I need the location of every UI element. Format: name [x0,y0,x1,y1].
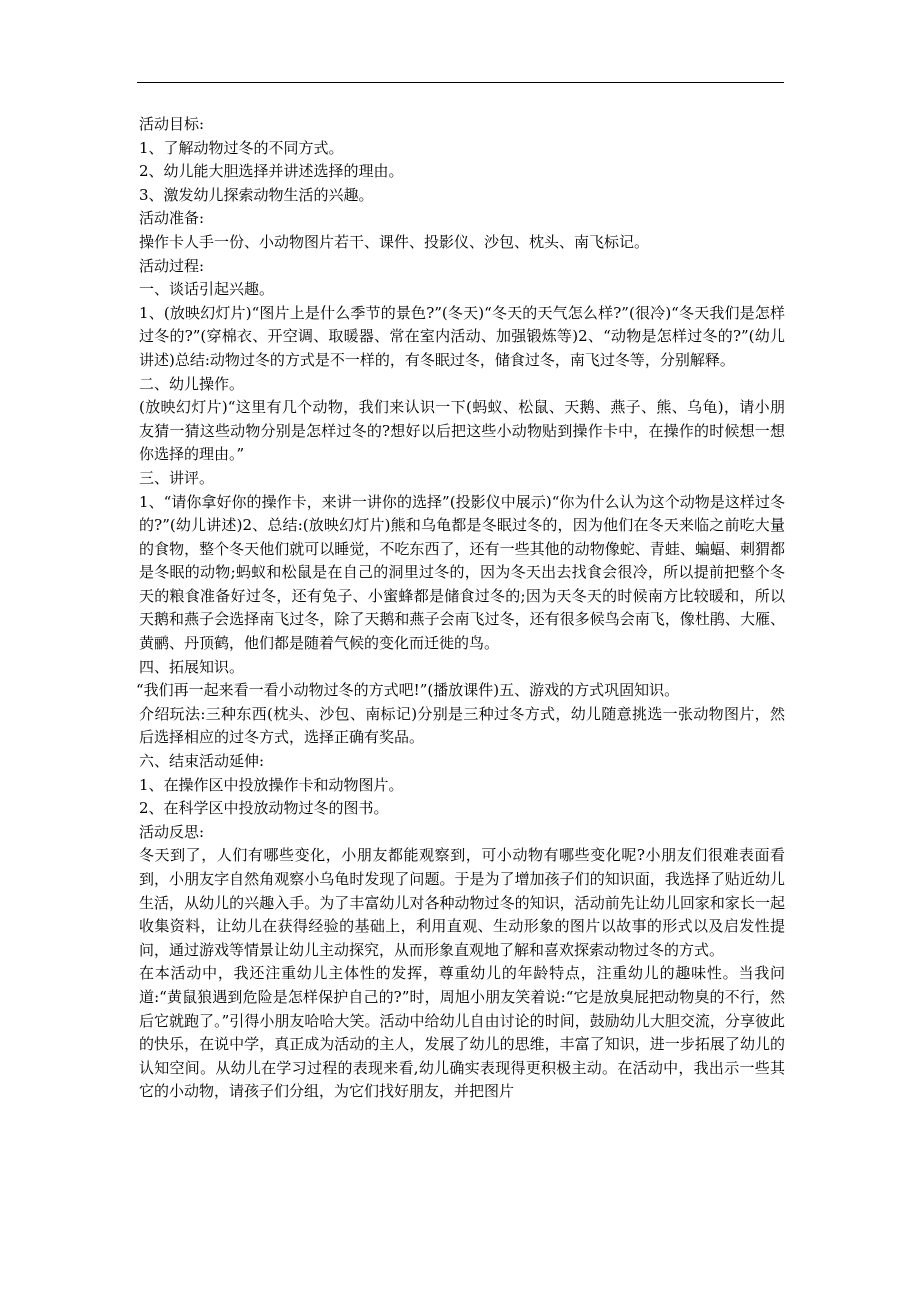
preparation-text: 操作卡人手一份、小动物图片若干、课件、投影仪、沙包、枕头、南飞标记。 [139,232,650,251]
section-heading-1: 一、谈话引起兴趣。 [139,280,275,299]
reflection-paragraph: 冬天到了，人们有哪些变化，小朋友都能观察到，可小动物有哪些变化呢?小朋友们很难表面看到，小朋友字自然角观察小乌龟时发现了问题。于是为了增加孩子们的知识面，我选择了贴近幼儿生活，从幼儿的兴趣入手。为了丰富幼儿对各种动物过冬的知识，活动前先让幼儿回家和家长一起收集资料，让幼儿在获得经验的基础上，利用直观、生动形象的图片以故事的形式以及启发性提问，通过游戏等情景让幼儿主动探究，从而形象直观地了解和喜欢探索动物过冬的方式。 [139,846,785,959]
goal-item: 3、激发幼儿探索动物生活的兴趣。 [139,185,374,204]
section-heading-4: 四、拓展知识。 [139,657,245,676]
section-4-text: “我们再一起来看一看小动物过冬的方式吧!”(播放课件)五、游戏的方式巩固知识。 [136,681,680,700]
game-rules-text: 介绍玩法:三种东西(枕头、沙包、南标记)分别是三种过冬方式，幼儿随意挑选一张动物图片，然后选择相应的过冬方式，选择正确有奖品。 [139,704,785,747]
goal-item: 2、幼儿能大胆选择并讲述选择的理由。 [139,162,404,181]
section-3-text: 1、“请你拿好你的操作卡，来讲一讲你的选择”(投影仪中展示)“你为什么认为这个动物是这样过冬的?”(幼儿讲述)2、总结:(放映幻灯片)熊和乌龟都是冬眠过冬的，因为他们在冬天来临之前吃大量的食物，整个冬天他们就可以睡觉，不吃东西了，还有一些其他的动物像蛇、青蛙、蝙蝠、刺猬都是冬眠的动物;蚂蚁和松鼠是在自己的洞里过冬的，因为冬天出去找食会很冷，所以提前把整个冬天的粮食准备好过冬，还有兔子、小蜜蜂都是储食过冬的;因为天冬天的时候南方比较暖和，所以天鹅和燕子会选择南飞过冬，除了天鹅和燕子会南飞过冬，还有很多候鸟会南飞，像杜鹃、大雁、黄鹂、丹顶鹤，他们都是随着气候的变化而迁徙的鸟。 [139,492,785,653]
goal-item: 1、了解动物过冬的不同方式。 [139,138,344,157]
section-2-text: (放映幻灯片)“这里有几个动物，我们来认识一下(蚂蚁、松鼠、天鹅、燕子、熊、乌龟)，请小朋友猜一猜这些动物分别是怎样过冬的?想好以后把这些小动物贴到操作卡中，在操作的时候想一想你选择的理由。” [139,398,785,464]
document-body [136,113,785,1104]
section-heading-2: 二、幼儿操作。 [139,374,245,393]
section-1-text: 1、(放映幻灯片)“图片上是什么季节的景色?”(冬天)“冬天的天气怎么样?”(很冷)“冬天我们是怎样过冬的?”(穿棉衣、开空调、取暖器、常在室内活动、加强锻炼等)2、“动物是怎样过冬的?”(幼儿讲述)总结:动物过冬的方式是不一样的，有冬眠过冬，储食过冬，南飞过冬等，分别解释。 [139,303,785,369]
heading-reflection: 活动反思: [139,822,205,841]
heading-process: 活动过程: [139,256,205,275]
header-rule [137,82,784,83]
section-heading-6: 六、结束活动延伸: [139,752,265,771]
section-heading-3: 三、讲评。 [139,468,215,487]
heading-preparation: 活动准备: [139,209,205,228]
reflection-paragraph: 在本活动中，我还注重幼儿主体性的发挥，尊重幼儿的年龄特点，注重幼儿的趣味性。当我问道:“黄鼠狼遇到危险是怎样保护自己的?”时，周旭小朋友笑着说:“它是放臭屁把动物臭的不行，然后它就跑了。”引得小朋友哈哈大笑。活动中给幼儿自由讨论的时间，鼓励幼儿大胆交流，分享彼此的快乐，在说中学，真正成为活动的主人，发展了幼儿的思维，丰富了知识，进一步拓展了幼儿的认知空间。从幼儿在学习过程的表现来看,幼儿确实表现得更积极主动。在活动中，我出示一些其它的小动物，请孩子们分组，为它们找好朋友，并把图片 [139,964,785,1101]
extension-item: 1、在操作区中投放操作卡和动物图片。 [139,775,404,794]
extension-item: 2、在科学区中投放动物过冬的图书。 [139,799,389,818]
heading-goals: 活动目标: [139,115,205,133]
